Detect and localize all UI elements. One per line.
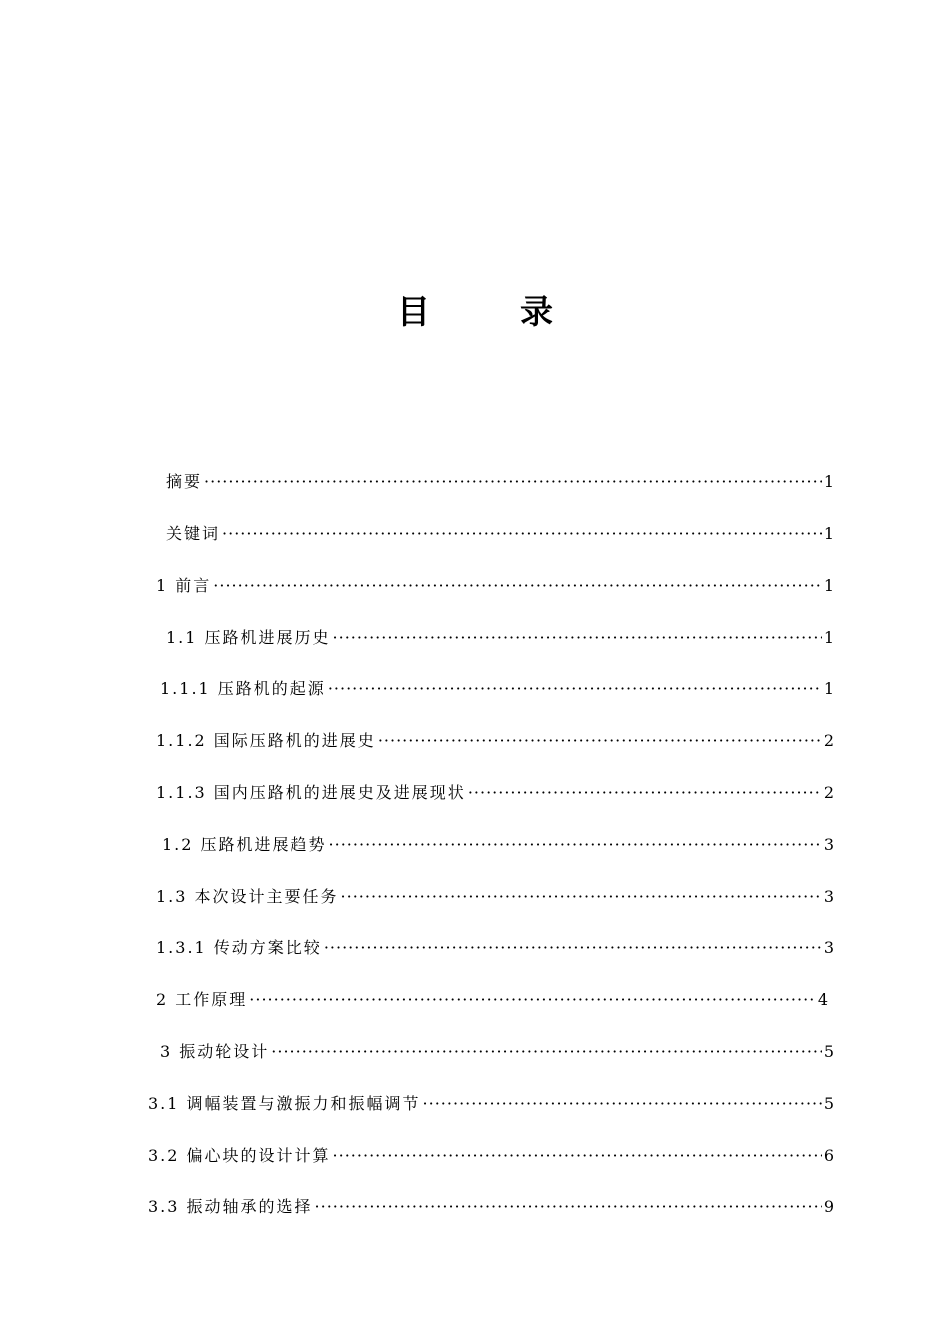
toc-entry-page: 1 (823, 472, 834, 491)
toc-entry[interactable] (148, 1092, 834, 1116)
toc-entry-page: 2 (823, 783, 834, 802)
toc-dot-leader (222, 522, 822, 546)
toc-entry[interactable] (166, 522, 834, 546)
toc-dot-leader (249, 988, 816, 1012)
toc-entry[interactable] (156, 729, 834, 753)
toc-entry-page: 2 (823, 731, 834, 750)
toc-entry-label: 1.3 本次设计主要任务 (156, 887, 339, 906)
toc-dot-leader (204, 470, 822, 494)
toc-entry-label: 1.1 压路机进展历史 (166, 628, 331, 647)
toc-dot-leader (213, 574, 822, 598)
toc-entry-page: 3 (823, 887, 834, 906)
title-char: 目 (397, 292, 430, 331)
toc-entry-page: 6 (823, 1146, 834, 1165)
toc-dot-leader (333, 1144, 822, 1168)
toc-entry-page: 9 (823, 1197, 834, 1216)
toc-entry-label: 3 振动轮设计 (160, 1042, 270, 1061)
toc-entry-page: 1 (823, 524, 834, 543)
toc-entry[interactable] (160, 1040, 834, 1064)
toc-entry[interactable] (148, 1195, 834, 1219)
toc-entry-page: 1 (823, 628, 834, 647)
toc-entry[interactable] (156, 574, 834, 598)
toc-dot-leader (341, 885, 822, 909)
toc-dot-leader (378, 729, 822, 753)
toc-dot-leader (328, 677, 822, 701)
toc-entry[interactable] (156, 988, 828, 1012)
toc-entry-label: 1.2 压路机进展趋势 (162, 835, 327, 854)
toc-dot-leader (329, 833, 822, 857)
toc-entry-label: 关键词 (166, 524, 221, 543)
toc-entry-label: 3.2 偏心块的设计计算 (148, 1146, 331, 1165)
toc-dot-leader (271, 1040, 822, 1064)
toc-entry-label: 摘要 (166, 472, 203, 491)
toc-entry[interactable] (166, 470, 834, 494)
toc-dot-leader (333, 626, 822, 650)
toc-dot-leader (423, 1092, 822, 1116)
toc-entry[interactable] (156, 885, 834, 909)
toc-entry-page: 1 (823, 576, 834, 595)
toc-entry-label: 3.1 调幅装置与激振力和振幅调节 (148, 1094, 421, 1113)
toc-entry[interactable] (156, 936, 834, 960)
toc-entry[interactable] (160, 677, 834, 701)
toc-entry[interactable] (156, 781, 834, 805)
toc-entry[interactable] (148, 1144, 834, 1168)
toc-entry-label: 1 前言 (156, 576, 212, 595)
toc-entry-label: 3.3 振动轴承的选择 (148, 1197, 313, 1216)
toc-entry[interactable] (162, 833, 834, 857)
toc-entry-page: 5 (823, 1094, 834, 1113)
toc-entry-label: 1.1.1 压路机的起源 (160, 679, 326, 698)
toc-dot-leader (324, 936, 822, 960)
toc-entry[interactable] (166, 626, 834, 650)
title-char: 录 (520, 292, 553, 331)
toc-dot-leader (468, 781, 822, 805)
toc-entry-page: 3 (823, 938, 834, 957)
toc-entry-page: 1 (823, 679, 834, 698)
toc-entry-label: 1.1.3 国内压路机的进展史及进展现状 (156, 783, 466, 802)
toc-entry-page: 4 (817, 990, 828, 1009)
toc-entry-page: 3 (823, 835, 834, 854)
toc-entry-label: 1.1.2 国际压路机的进展史 (156, 731, 376, 750)
toc-entry-page: 5 (823, 1042, 834, 1061)
toc-dot-leader (315, 1195, 822, 1219)
toc-entry-label: 1.3.1 传动方案比较 (156, 938, 322, 957)
toc-entry-label: 2 工作原理 (156, 990, 248, 1009)
